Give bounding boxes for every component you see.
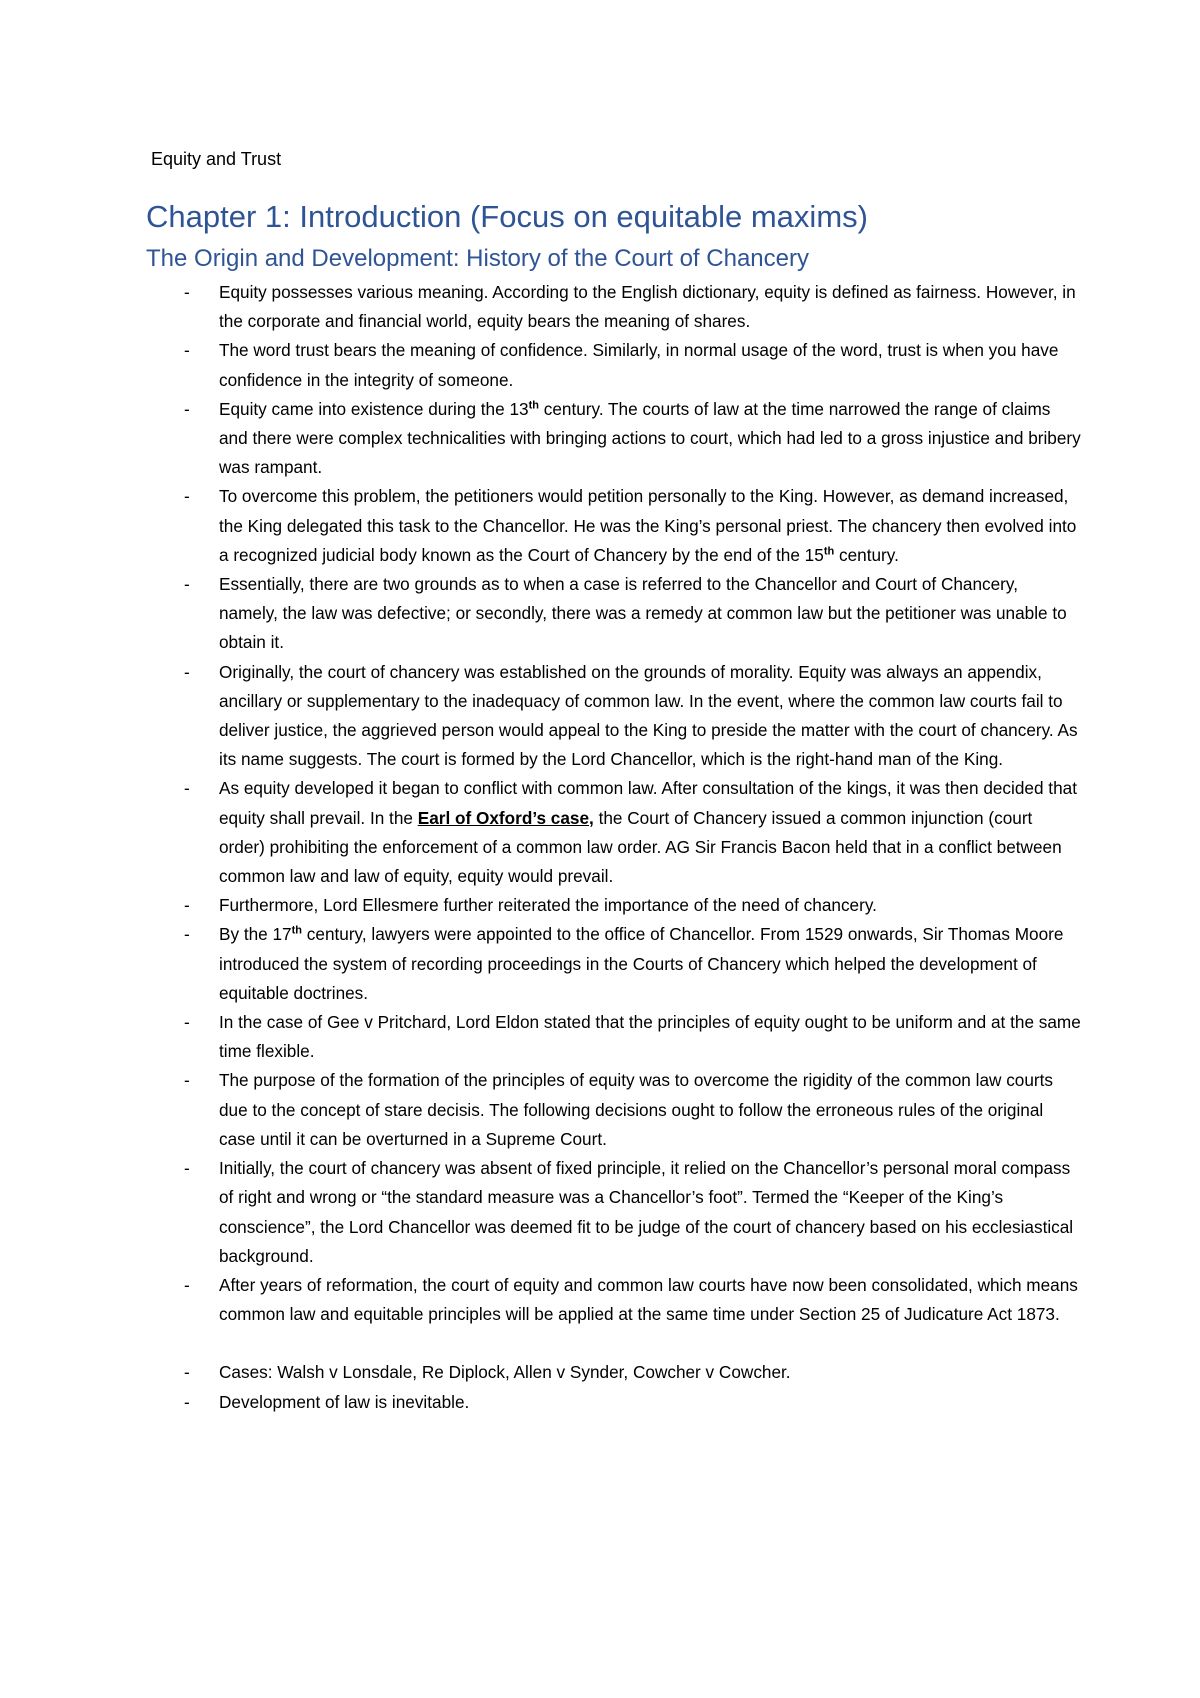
bullet-marker: - xyxy=(184,340,190,361)
bullet-item xyxy=(146,774,1081,891)
bullet-item xyxy=(146,920,1081,1008)
bullet-text-part: By the 17 xyxy=(219,924,292,945)
bullet-text-part: Equity came into existence during the 13 xyxy=(219,398,529,419)
bullet-item xyxy=(146,658,1081,775)
bullet-item xyxy=(146,1358,1081,1387)
bullet-item xyxy=(146,395,1081,483)
ordinal-suffix: th xyxy=(291,924,303,937)
bullet-text xyxy=(219,486,1076,564)
bullet-item xyxy=(146,1066,1081,1154)
paragraph-spacer xyxy=(146,1329,1081,1358)
bullet-item xyxy=(146,278,1081,336)
bullet-marker: - xyxy=(184,1158,190,1179)
chapter-title: Chapter 1: Introduction (Focus on equitable maxims) xyxy=(146,199,868,234)
bullet-marker: - xyxy=(184,282,190,302)
bullet-item xyxy=(146,1154,1081,1271)
bullet-marker: - xyxy=(184,895,190,916)
bullet-item xyxy=(146,482,1081,570)
bullet-text: Equity possesses various meaning. According to the English dictionary, equity is defined as fairness. However, in the corporate and financial world, equity bears the meaning of shares. xyxy=(219,282,1076,332)
ordinal-suffix: th xyxy=(528,399,539,412)
bullet-text xyxy=(219,778,1077,886)
bullet-marker: - xyxy=(184,661,190,682)
bullet-item xyxy=(146,570,1081,658)
bullet-marker: - xyxy=(184,398,190,419)
bullet-text xyxy=(219,399,1081,477)
bullet-marker: - xyxy=(184,1274,190,1295)
bullet-marker: - xyxy=(184,1391,190,1412)
bullet-item xyxy=(146,1271,1081,1329)
bullet-text: Cases: Walsh v Lonsdale, Re Diplock, Allen v Synder, Cowcher v Cowcher. xyxy=(219,1362,791,1383)
case-reference: Earl of Oxford’s case, xyxy=(417,807,594,828)
bullet-marker: - xyxy=(184,778,190,799)
bullet-text: The purpose of the formation of the principles of equity was to overcome the rigidity of the common law courts due to the concept of stare decisis. The following decisions ought to follow the erroneous rules of the original case until it can be overturned in a Supreme Court. xyxy=(219,1070,1054,1149)
bullet-text-part: the Court of Chancery issued a common injunction (court order) prohibiting the enforcement of a common law order. AG Sir Francis Bacon held that in a conflict between common law and law of equity, equity would prevail. xyxy=(219,807,1062,887)
bullet-text: Initially, the court of chancery was absent of fixed principle, it relied on the Chancellor’s personal moral compass of right and wrong or “the standard measure was a Chancellor’s foot”. Termed the “Keeper of the King’s conscience”, the Lord Chancellor was deemed fit to be judge of the court of chancery based on his ecclesiastical background. xyxy=(219,1158,1074,1266)
bullet-list xyxy=(146,278,1081,1417)
bullet-marker: - xyxy=(184,1012,190,1033)
bullet-item xyxy=(146,336,1081,394)
bullet-text: After years of reformation, the court of equity and common law courts have now been consolidated, which means common law and equitable principles will be applied at the same time under Section 25 of Judicature Act 1873. xyxy=(219,1274,1078,1325)
bullet-marker: - xyxy=(184,574,190,595)
bullet-item xyxy=(146,891,1081,920)
bullet-marker: - xyxy=(184,486,190,507)
bullet-marker: - xyxy=(184,924,190,945)
bullet-text: The word trust bears the meaning of confidence. Similarly, in normal usage of the word, trust is when you have confidence in the integrity of someone. xyxy=(219,340,1059,390)
bullet-text-part: century, lawyers were appointed to the office of Chancellor. From 1529 onwards, Sir Thomas Moore introduced the system of recording proceedings in the Courts of Chancery which helped the development of equitable doctrines. xyxy=(219,924,1064,1003)
bullet-text xyxy=(219,924,1063,1002)
bullet-text-part: As equity developed it began to conflict with common law. After consultation of the kings, it was then decided that equity shall prevail. In the xyxy=(219,778,1077,828)
bullet-marker: - xyxy=(184,1362,190,1383)
bullet-text: Originally, the court of chancery was established on the grounds of morality. Equity was always an appendix, ancillary or supplementary to the inadequacy of common law. In the event, where the common law courts fail to deliver justice, the aggrieved person would appeal to the King to preside the matter with the court of chancery. As its name suggests. The court is formed by the Lord Chancellor, which is the right-hand man of the King. xyxy=(219,661,1078,770)
bullet-marker: - xyxy=(184,1070,190,1091)
document-header: Equity and Trust xyxy=(151,149,282,169)
bullet-text-part: To overcome this problem, the petitioners would petition personally to the King. However, as demand increased, the King delegated this task to the Chancellor. He was the King’s personal priest. The chancery then evolved into a recognized judicial body known as the Court of Chancery by the end of the 15 xyxy=(219,486,1077,565)
ordinal-suffix: th xyxy=(823,545,835,558)
section-title: The Origin and Development: History of the Court of Chancery xyxy=(146,245,809,272)
bullet-text: Furthermore, Lord Ellesmere further reiterated the importance of the need of chancery. xyxy=(219,895,877,916)
bullet-text-part: century. The courts of law at the time narrowed the range of claims and there were complex technicalities with bringing actions to court, which had led to a gross injustice and bribery was rampant. xyxy=(219,398,1081,478)
bullet-text: Development of law is inevitable. xyxy=(219,1391,470,1412)
bullet-text-part: century. xyxy=(834,544,899,565)
bullet-item xyxy=(146,1008,1081,1066)
bullet-text: Essentially, there are two grounds as to when a case is referred to the Chancellor and Court of Chancery, namely, the law was defective; or secondly, there was a remedy at common law but the petitioner was unable to obtain it. xyxy=(219,574,1067,653)
bullet-text: In the case of Gee v Pritchard, Lord Eldon stated that the principles of equity ought to be uniform and at the same time flexible. xyxy=(219,1012,1081,1062)
bullet-item xyxy=(146,1388,1081,1417)
